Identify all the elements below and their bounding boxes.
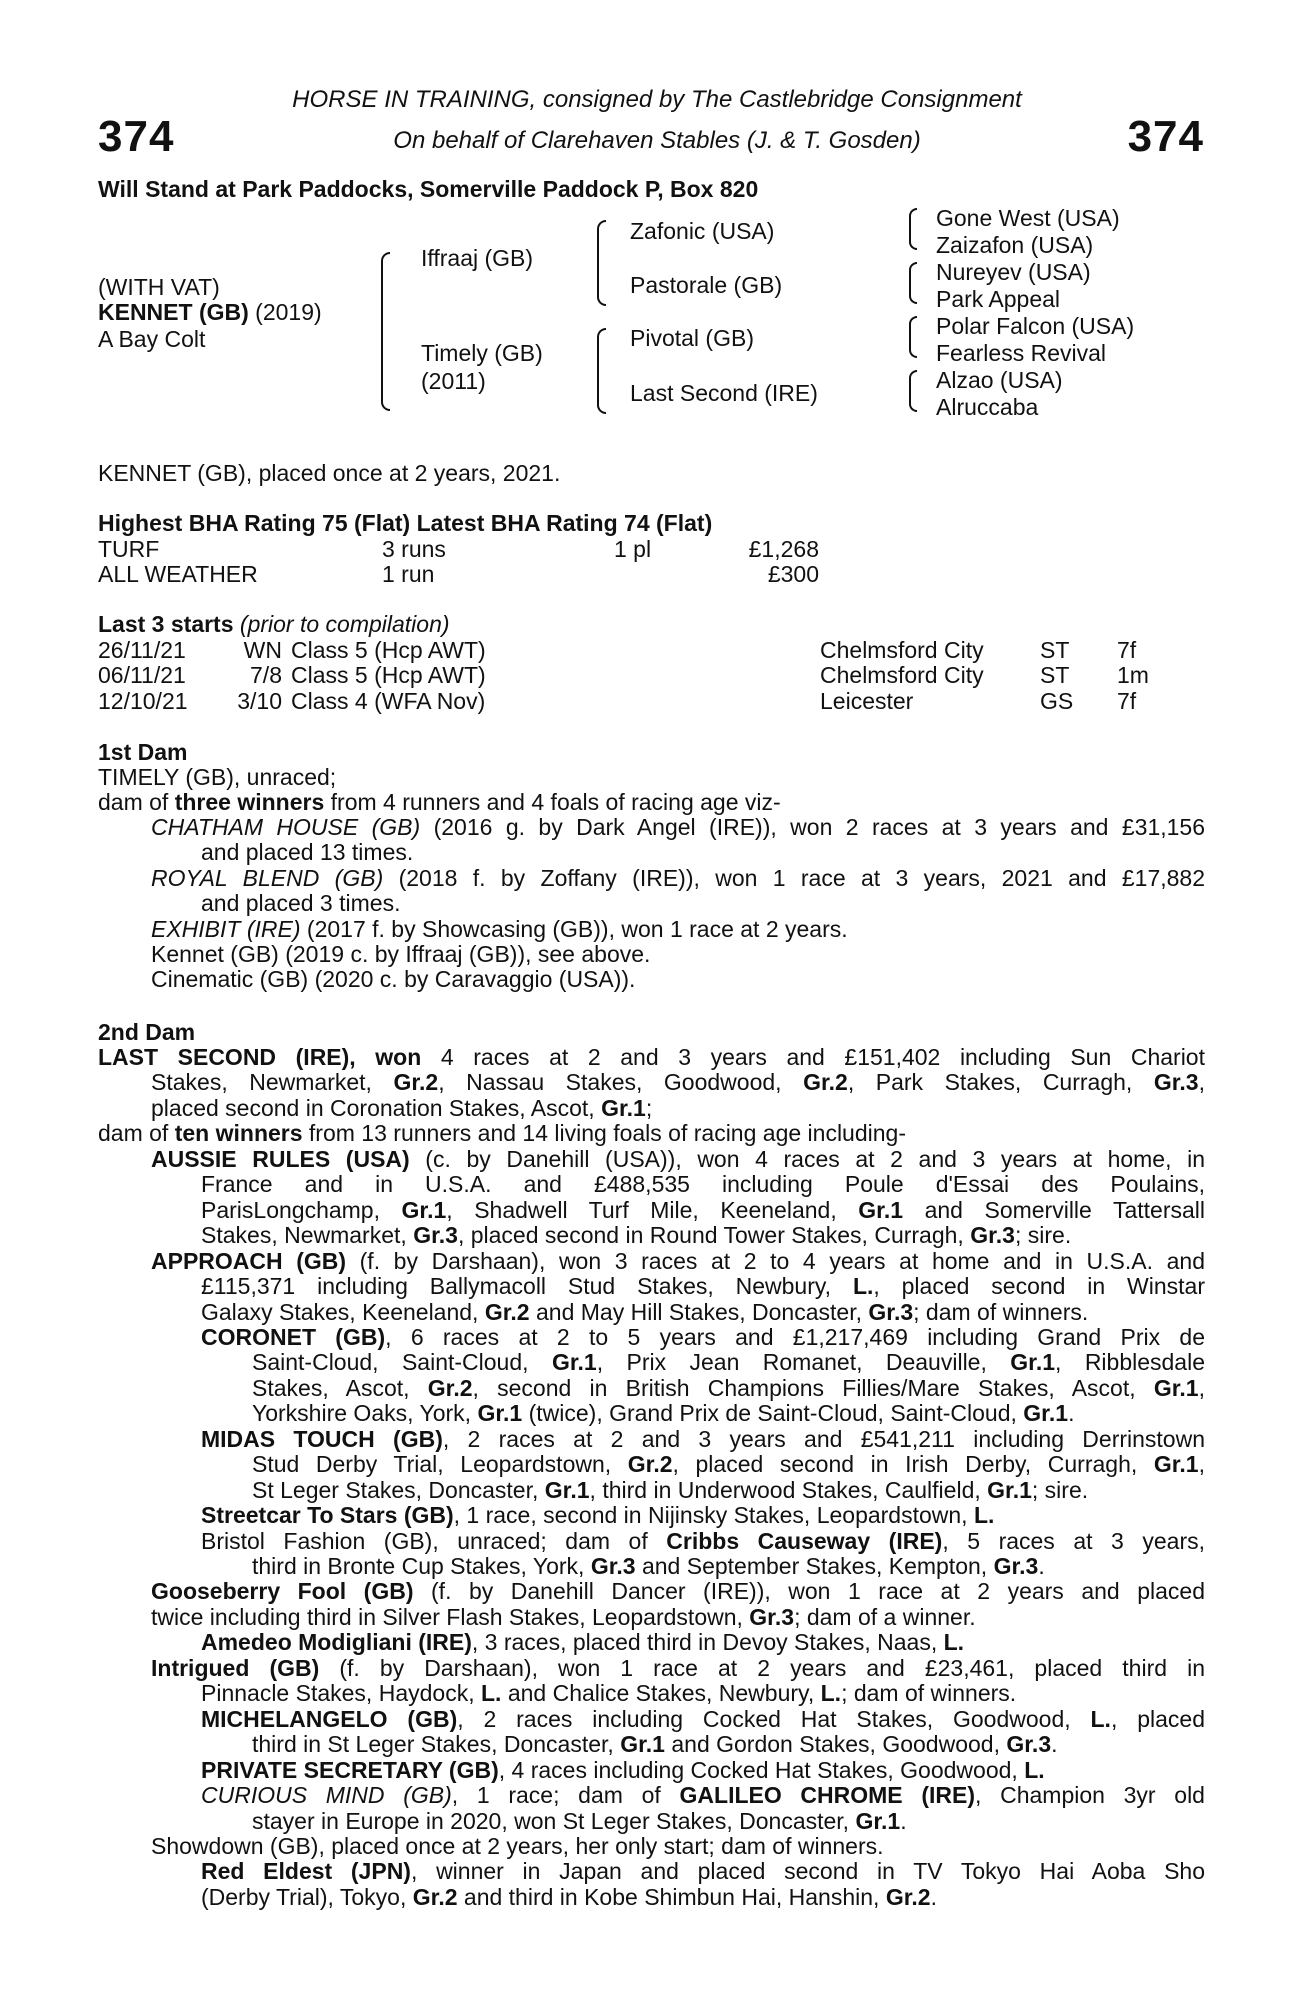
rating-money: £1,268 xyxy=(748,536,819,562)
text-line: CHATHAM HOUSE (GB) (2016 g. by Dark Angel (IRE)), won 2 races at 3 years and £31,156 xyxy=(151,814,1206,840)
starts-note: (prior to compilation) xyxy=(239,611,450,637)
vendor-line: On behalf of Clarehaven Stables (J. & T. Gosden) xyxy=(393,127,921,154)
rating-runs: 3 runs xyxy=(382,536,446,562)
start-distance: 1m xyxy=(1117,662,1149,688)
consignor-line: HORSE IN TRAINING, consigned by The Castlebridge Consignment xyxy=(292,86,1022,113)
ratings-heading: Highest BHA Rating 75 (Flat) Latest BHA Rating 74 (Flat) xyxy=(98,510,713,536)
start-race: Class 4 (WFA Nov) xyxy=(291,688,486,714)
start-position: 3/10 xyxy=(237,688,282,714)
text-line: Bristol Fashion (GB), unraced; dam of Cribbs Causeway (IRE), 5 races at 3 years, xyxy=(201,1528,1205,1554)
rating-surface: ALL WEATHER xyxy=(98,561,258,587)
start-going: GS xyxy=(1040,688,1074,714)
text-line: Stakes, Newmarket, Gr.3, placed second in Round Tower Stakes, Curragh, Gr.3; sire. xyxy=(201,1222,1072,1248)
text-line: and placed 13 times. xyxy=(201,839,414,865)
dam: Timely (GB) xyxy=(421,340,543,366)
grandsire-1: Gone West (USA) xyxy=(936,205,1120,231)
grandsire-5: Polar Falcon (USA) xyxy=(936,313,1135,339)
text-line: Pinnacle Stakes, Haydock, L. and Chalice Stakes, Newbury, L.; dam of winners. xyxy=(201,1680,1017,1706)
rating-runs: 1 run xyxy=(382,561,435,587)
text-line: Galaxy Stakes, Keeneland, Gr.2 and May Hill Stakes, Doncaster, Gr.3; dam of winners. xyxy=(201,1299,1089,1325)
text-line: £115,371 including Ballymacoll Stud Stakes, Newbury, L., placed second in Winstar xyxy=(201,1273,1206,1299)
text-line: MIDAS TOUCH (GB), 2 races at 2 and 3 years and £541,211 including Derrinstown xyxy=(201,1426,1206,1452)
rating-placed: 1 pl xyxy=(614,536,652,562)
text-line: CURIOUS MIND (GB), 1 race; dam of GALILEO CHROME (IRE), Champion 3yr old xyxy=(201,1782,1205,1808)
race-summary: KENNET (GB), placed once at 2 years, 2021. xyxy=(98,460,561,486)
text-line: Stakes, Newmarket, Gr.2, Nassau Stakes, Goodwood, Gr.2, Park Stakes, Curragh, Gr.3, xyxy=(151,1069,1205,1095)
start-date: 12/10/21 xyxy=(98,688,188,714)
grandsire-8: Alruccaba xyxy=(936,394,1039,420)
text-line: St Leger Stakes, Doncaster, Gr.1, third in Underwood Stakes, Caulfield, Gr.1; sire. xyxy=(252,1477,1089,1503)
text-line: TIMELY (GB), unraced; xyxy=(98,764,337,790)
horse-description: A Bay Colt xyxy=(98,326,206,352)
text-line: LAST SECOND (IRE), won 4 races at 2 and 3 years and £151,402 including Sun Chariot xyxy=(98,1044,1205,1070)
text-line: Cinematic (GB) (2020 c. by Caravaggio (USA)). xyxy=(151,966,636,992)
text-line: (Derby Trial), Tokyo, Gr.2 and third in Kobe Shimbun Hai, Hanshin, Gr.2. xyxy=(201,1884,937,1910)
text-line: Amedeo Modigliani (IRE), 3 races, placed third in Devoy Stakes, Naas, L. xyxy=(201,1629,965,1655)
text-line: Stud Derby Trial, Leopardstown, Gr.2, placed second in Irish Derby, Curragh, Gr.1, xyxy=(252,1451,1205,1477)
start-position: 7/8 xyxy=(250,662,282,688)
first-dam-heading: 1st Dam xyxy=(98,739,188,765)
start-position: WN xyxy=(243,637,282,663)
text-line: Kennet (GB) (2019 c. by Iffraaj (GB)), see above. xyxy=(151,941,651,967)
grandsire-3: Nureyev (USA) xyxy=(936,259,1091,285)
text-line: Intrigued (GB) (f. by Darshaan), won 1 race at 2 years and £23,461, placed third in xyxy=(151,1655,1205,1681)
grandsire-4: Park Appeal xyxy=(936,286,1061,312)
text-line: MICHELANGELO (GB), 2 races including Cocked Hat Stakes, Goodwood, L., placed xyxy=(201,1706,1205,1732)
sire-sire: Zafonic (USA) xyxy=(630,218,775,244)
text-line: dam of three winners from 4 runners and 4 foals of racing age viz- xyxy=(98,789,781,815)
dam-sire: Pivotal (GB) xyxy=(630,325,754,351)
text-line: France and in U.S.A. and £488,535 including Poule d'Essai des Poulains, xyxy=(201,1171,1205,1197)
text-line: Showdown (GB), placed once at 2 years, her only start; dam of winners. xyxy=(151,1833,884,1859)
start-course: Chelmsford City xyxy=(820,662,984,688)
start-distance: 7f xyxy=(1117,637,1137,663)
lot-number-left: 374 xyxy=(98,112,175,161)
text-line: third in St Leger Stakes, Doncaster, Gr.1 and Gordon Stakes, Goodwood, Gr.3. xyxy=(252,1731,1058,1757)
lot-number-right: 374 xyxy=(1127,112,1204,161)
vat-note: (WITH VAT) xyxy=(98,274,220,300)
start-distance: 7f xyxy=(1117,688,1137,714)
text-line: CORONET (GB), 6 races at 2 to 5 years and £1,217,469 including Grand Prix de xyxy=(201,1324,1205,1350)
text-line: dam of ten winners from 13 runners and 14 living foals of racing age including- xyxy=(98,1120,906,1146)
grandsire-7: Alzao (USA) xyxy=(936,367,1063,393)
grandsire-2: Zaizafon (USA) xyxy=(936,232,1094,258)
start-going: ST xyxy=(1040,662,1070,688)
start-date: 06/11/21 xyxy=(98,662,186,688)
text-line: third in Bronte Cup Stakes, York, Gr.3 and September Stakes, Kempton, Gr.3. xyxy=(252,1553,1045,1579)
text-line: EXHIBIT (IRE) (2017 f. by Showcasing (GB)), won 1 race at 2 years. xyxy=(151,916,848,942)
text-line: Saint-Cloud, Saint-Cloud, Gr.1, Prix Jean Romanet, Deauville, Gr.1, Ribblesdale xyxy=(252,1349,1206,1375)
rating-money: £300 xyxy=(767,561,819,587)
text-line: Gooseberry Fool (GB) (f. by Danehill Dancer (IRE)), won 1 race at 2 years and placed xyxy=(151,1578,1205,1604)
sire: Iffraaj (GB) xyxy=(421,245,534,271)
text-line: and placed 3 times. xyxy=(201,890,401,916)
text-line: PRIVATE SECRETARY (GB), 4 races including Cocked Hat Stakes, Goodwood, L. xyxy=(201,1757,1045,1783)
start-date: 26/11/21 xyxy=(98,637,186,663)
text-line: Red Eldest (JPN), winner in Japan and placed second in TV Tokyo Hai Aoba Sho xyxy=(201,1858,1205,1884)
text-line: stayer in Europe in 2020, won St Leger Stakes, Doncaster, Gr.1. xyxy=(252,1808,907,1834)
text-line: Stakes, Ascot, Gr.2, second in British Champions Fillies/Mare Stakes, Ascot, Gr.1, xyxy=(252,1375,1205,1401)
text-line: Yorkshire Oaks, York, Gr.1 (twice), Grand Prix de Saint-Cloud, Saint-Cloud, Gr.1. xyxy=(252,1400,1075,1426)
grandsire-6: Fearless Revival xyxy=(936,340,1106,366)
text-line: Streetcar To Stars (GB), 1 race, second in Nijinsky Stakes, Leopardstown, L. xyxy=(201,1502,995,1528)
text-line: placed second in Coronation Stakes, Ascot, Gr.1; xyxy=(151,1095,653,1121)
horse-year: (2019) xyxy=(255,299,322,325)
second-dam-heading: 2nd Dam xyxy=(98,1019,196,1045)
start-course: Leicester xyxy=(820,688,914,714)
sire-dam: Pastorale (GB) xyxy=(630,272,783,298)
dam-year: (2011) xyxy=(421,368,486,394)
text-line: twice including third in Silver Flash Stakes, Leopardstown, Gr.3; dam of a winner. xyxy=(151,1604,976,1630)
text-line: APPROACH (GB) (f. by Darshaan), won 3 races at 2 to 4 years at home and in U.S.A. and xyxy=(151,1248,1205,1274)
text-line: ParisLongchamp, Gr.1, Shadwell Turf Mile, Keeneland, Gr.1 and Somerville Tattersall xyxy=(201,1197,1205,1223)
start-race: Class 5 (Hcp AWT) xyxy=(291,662,486,688)
horse-name: KENNET (GB) xyxy=(98,299,249,325)
start-race: Class 5 (Hcp AWT) xyxy=(291,637,486,663)
text-line: AUSSIE RULES (USA) (c. by Danehill (USA)), won 4 races at 2 and 3 years at home, in xyxy=(151,1146,1205,1172)
stand-location: Will Stand at Park Paddocks, Somerville Paddock P, Box 820 xyxy=(98,176,759,202)
text-line: ROYAL BLEND (GB) (2018 f. by Zoffany (IRE)), won 1 race at 3 years, 2021 and £17,882 xyxy=(151,865,1206,891)
dam-dam: Last Second (IRE) xyxy=(630,380,818,406)
start-going: ST xyxy=(1040,637,1070,663)
starts-heading: Last 3 starts xyxy=(98,611,234,637)
start-course: Chelmsford City xyxy=(820,637,984,663)
rating-surface: TURF xyxy=(98,536,160,562)
